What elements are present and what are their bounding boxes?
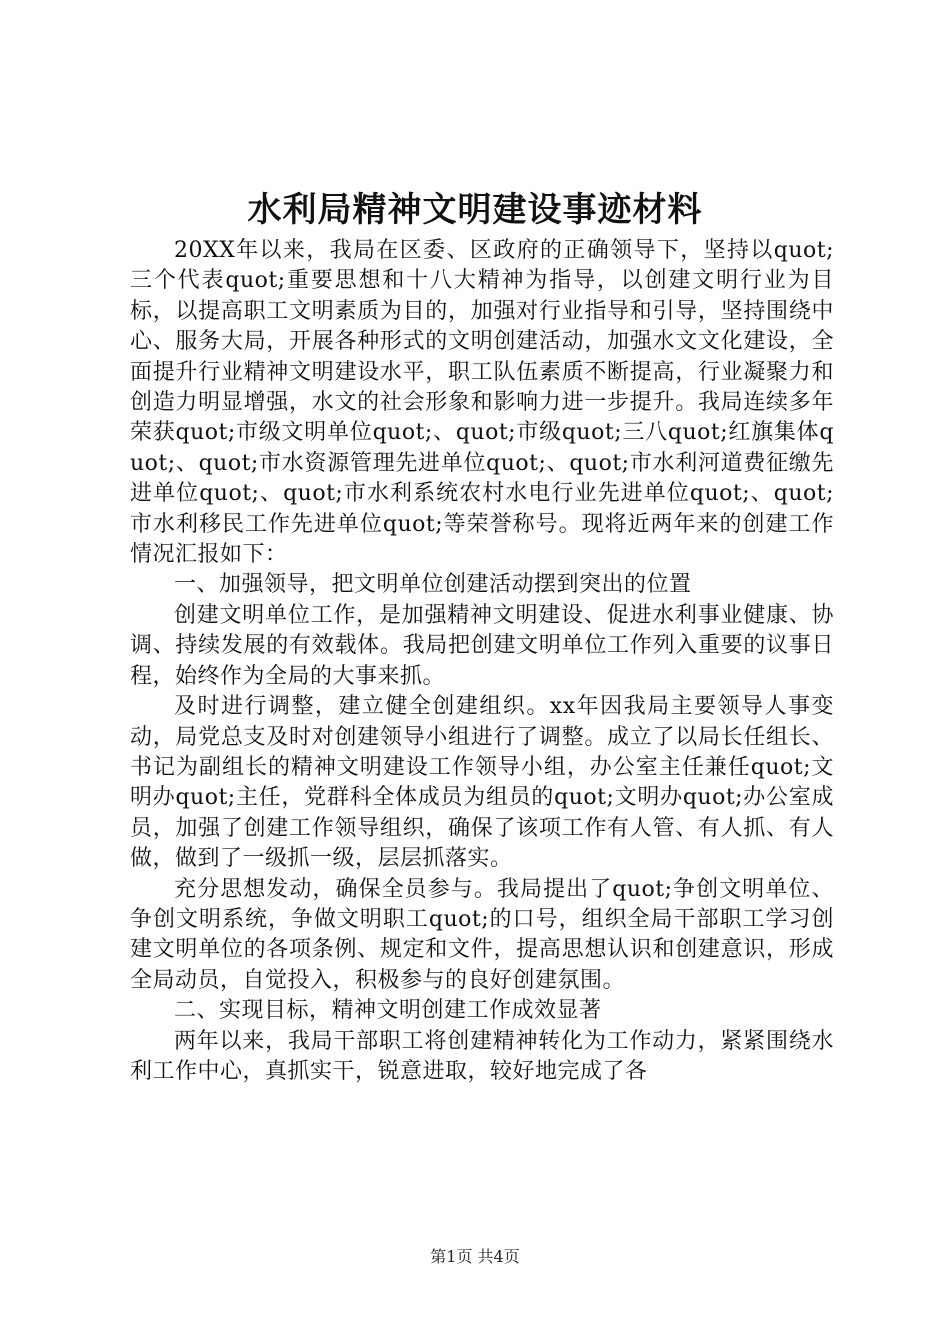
body-paragraph: 及时进行调整，建立健全创建组织。xx年因我局主要领导人事变动，局党总支及时对创建领导小组进行了调整。成立了以局长任组长、书记为副组长的精神文明建设工作领导小组，办公室主任兼任quot;文明办quot;主任，党群科全体成员为组员的quot;文明办quot;办公室成员，加强了创建工作领导组织，确保了该项工作有人管、有人抓、有人做，做到了一级抓一级，层层抓落实。	[130, 694, 834, 872]
document-body	[130, 236, 834, 1087]
intro-paragraph: 20XX年以来，我局在区委、区政府的正确领导下，坚持以quot;三个代表quot;重要思想和十八大精神为指导，以创建文明行业为目标，以提高职工文明素质为目的，加强对行业指导和引导，坚持围绕中心、服务大局，开展各种形式的文明创建活动，加强水文文化建设，全面提升行业精神文明建设水平，职工队伍素质不断提高，行业凝聚力和创造力明显增强，水文的社会形象和影响力进一步提升。我局连续多年荣获quot;市级文明单位quot;、quot;市级quot;三八quot;红旗集体quot;、quot;市水资源管理先进单位quot;、quot;市水利河道费征缴先进单位quot;、quot;市水利系统农村水电行业先进单位quot;、quot;市水利移民工作先进单位quot;等荣誉称号。现将近两年来的创建工作情况汇报如下：	[130, 238, 834, 568]
page-number-footer: 第1页 共4页	[430, 1247, 520, 1266]
body-paragraph: 创建文明单位工作，是加强精神文明建设、促进水利事业健康、协调、持续发展的有效载体。我局把创建文明单位工作列入重要的议事日程，始终作为全局的大事来抓。	[130, 602, 834, 689]
section-heading-2: 二、实现目标，精神文明创建工作成效显著	[174, 998, 602, 1024]
section-heading-1: 一、加强领导，把文明单位创建活动摆到突出的位置	[174, 572, 692, 598]
body-paragraph: 充分思想发动，确保全员参与。我局提出了quot;争创文明单位、争创文明系统，争做文明职工quot;的口号，组织全局干部职工学习创建文明单位的各项条例、规定和文件，提高思想认识和创建意识，形成全局动员，自觉投入，积极参与的良好创建氛围。	[130, 876, 834, 993]
body-paragraph: 两年以来，我局干部职工将创建精神转化为工作动力，紧紧围绕水利工作中心，真抓实干，锐意进取，较好地完成了各	[130, 1028, 834, 1084]
document-title: 水利局精神文明建设事迹材料	[247, 190, 703, 230]
